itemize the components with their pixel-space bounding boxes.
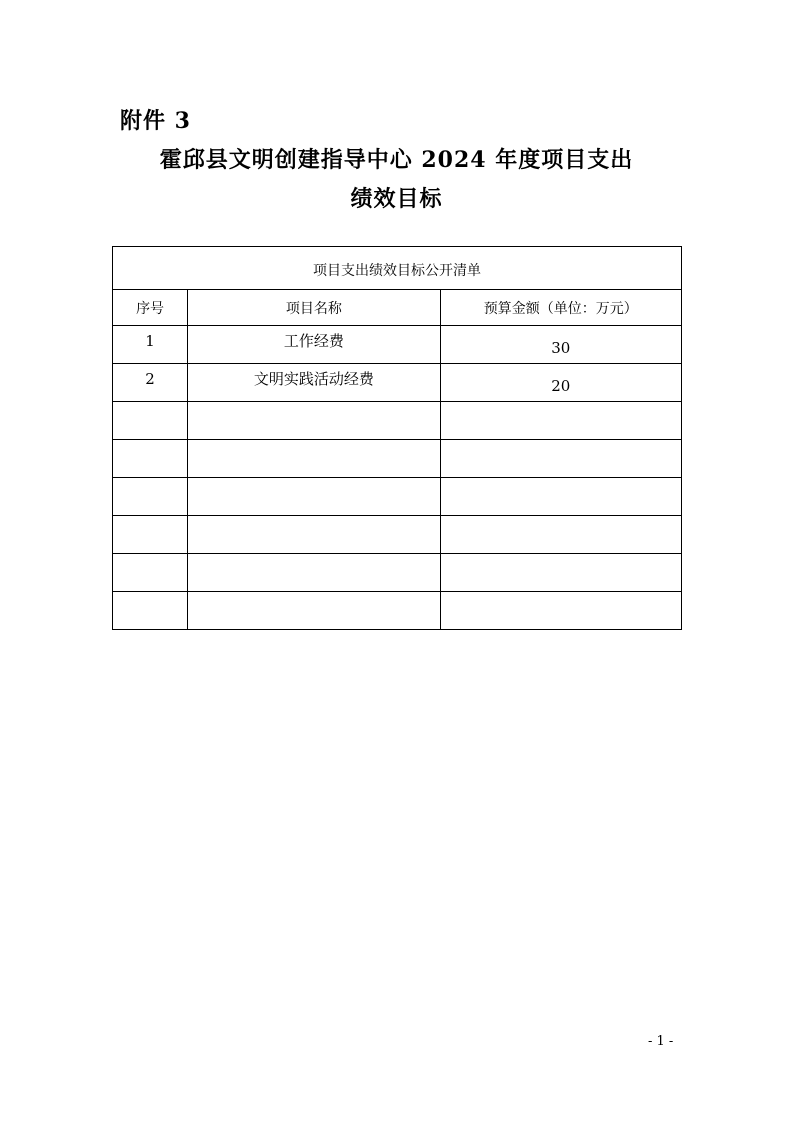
table-header-row bbox=[113, 290, 682, 326]
row-name-cell bbox=[188, 402, 440, 440]
row-amount-cell bbox=[440, 516, 681, 554]
row-amount-cell bbox=[440, 592, 681, 630]
row-no: 1 bbox=[145, 331, 155, 350]
row-name-cell bbox=[188, 326, 440, 364]
row-amount-cell bbox=[440, 326, 681, 364]
row-no: 2 bbox=[145, 369, 155, 388]
page-number: - 1 - bbox=[648, 1034, 674, 1049]
row-no-cell bbox=[113, 440, 188, 478]
document-title-line-2: 绩效目标 bbox=[350, 186, 443, 212]
row-name: 工作经费 bbox=[283, 332, 344, 350]
table-row bbox=[113, 440, 682, 478]
row-name-cell bbox=[188, 440, 440, 478]
row-name-cell bbox=[188, 592, 440, 630]
row-no-cell bbox=[113, 364, 188, 402]
row-amount: 20 bbox=[551, 376, 571, 395]
row-name-cell bbox=[188, 516, 440, 554]
column-header-no: 序号 bbox=[113, 290, 188, 326]
row-name: 文明实践活动经费 bbox=[253, 370, 374, 388]
table-row bbox=[113, 364, 682, 402]
row-name-cell bbox=[188, 554, 440, 592]
table-row bbox=[113, 554, 682, 592]
row-amount: 30 bbox=[551, 338, 571, 357]
row-amount-cell bbox=[440, 402, 681, 440]
column-header-amount: 预算金额（单位：万元） bbox=[440, 290, 681, 326]
table-caption-row bbox=[113, 247, 682, 290]
column-header-name: 项目名称 bbox=[188, 290, 440, 326]
table-row bbox=[113, 326, 682, 364]
row-amount-cell bbox=[440, 364, 681, 402]
row-no-cell bbox=[113, 516, 188, 554]
row-amount-cell bbox=[440, 554, 681, 592]
row-name-cell bbox=[188, 364, 440, 402]
row-no-cell bbox=[113, 402, 188, 440]
table-row bbox=[113, 478, 682, 516]
row-no-cell bbox=[113, 326, 188, 364]
attachment-label: 附件 3 bbox=[120, 108, 191, 134]
table-caption: 项目支出绩效目标公开清单 bbox=[113, 247, 682, 290]
document-title-line-1: 霍邱县文明创建指导中心 2024 年度项目支出 bbox=[159, 147, 634, 173]
row-no-cell bbox=[113, 478, 188, 516]
table-row bbox=[113, 516, 682, 554]
row-no-cell bbox=[113, 592, 188, 630]
row-no-cell bbox=[113, 554, 188, 592]
row-amount-cell bbox=[440, 478, 681, 516]
table-row bbox=[113, 402, 682, 440]
row-amount-cell bbox=[440, 440, 681, 478]
row-name-cell bbox=[188, 478, 440, 516]
budget-list-table bbox=[112, 246, 682, 630]
table-row bbox=[113, 592, 682, 630]
